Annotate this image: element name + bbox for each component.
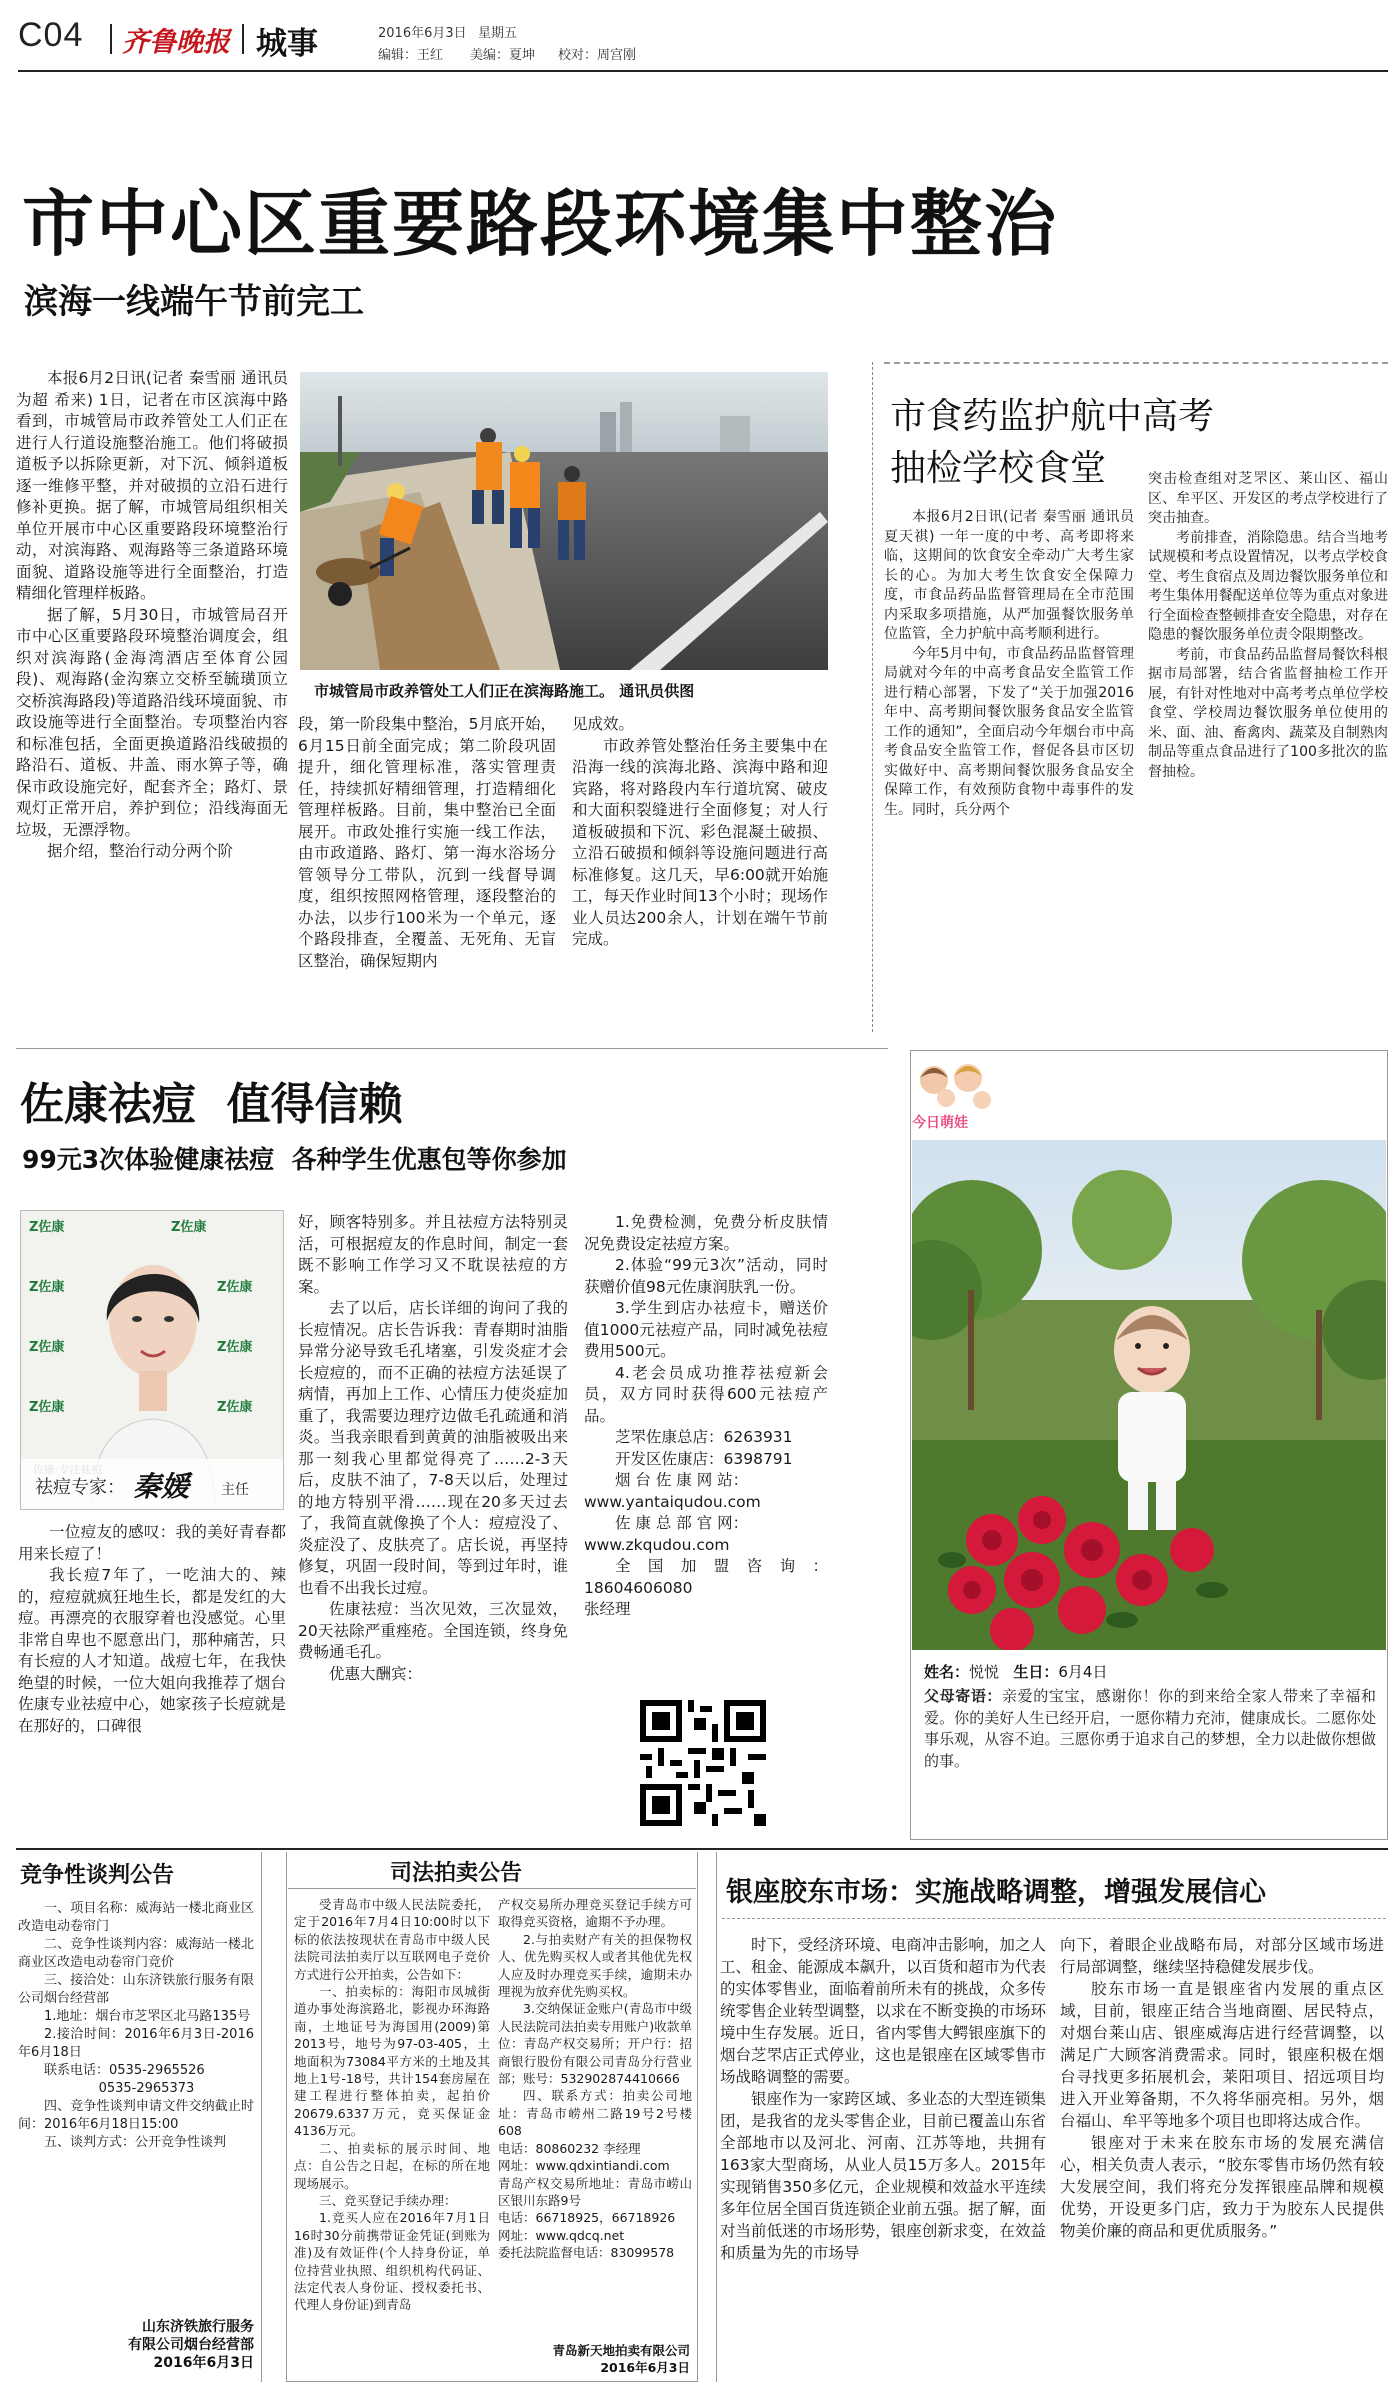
notice1-signature [18,2318,254,2372]
ad-paragraph: 去了以后，店长详细的询问了我的长痘情况。店长告诉我：青春期时油脂异常分泌导致毛孔堵塞，引发炎症才会长痘痘的，而不正确的祛痘方法延误了病情，再加上工作、心情压力使炎症加重了，我需要边理疗边做毛孔疏通和消炎。当我亲眼看到黄黄的油脂被吸出来那一刻我心里都觉得亮了……2-3天后，皮肤不油了，7-8天以后，处理过的地方特别平滑……现在20多天过去了，我简直就像换了个人：痘痘没了、炎症没了、皮肤亮了。店长说，再坚持修复，巩固一段时间，等到过年时，谁也看不出我长过痘。 [298,1299,568,1597]
baby-birth-label: 生日： [1013,1663,1059,1681]
notice2-paragraph: 3.交纳保证金账户(青岛市中级人民法院司法拍卖专用账户)收款单位：青岛产权交易所；开户行：招商银行股份有限公司青岛分行营业部；账号：532902874410666 [498,2001,692,2087]
baby-message [924,1686,1376,1772]
story2-paragraph: 今年5月中旬，市食品药品监督管理局就对今年的中高考食品安全监管工作进行精心部署，下发了“关于加强2016年中、高考期间餐饮服务食品安全监管工作的通知”，全面启动今年烟台市中高考食品安全监管工作，督促各县市区切实做好中、高考期间餐饮服务食品安全保障工作，有效预防食物中毒事件的发生。同时，兵分两个 [884,645,1134,818]
notice2-signature [498,2342,690,2376]
story2-paragraph: 突击检查组对芝罘区、莱山区、福山区、牟平区、开发区的考点学校进行了突击抽查。 [1148,471,1388,526]
ad-offer: 2.体验“99元3次”活动，同时获赠价值98元佐康润肤乳一份。 [584,1256,828,1296]
story1-paragraph: 据了解，5月30日，市城管局召开市中心区重要路段环境整治调度会，组织对滨海路(金海湾酒店至体育公园段)、观海路(金沟寨立交桥至毓璜顶立交桥滨海路段)等道路沿线环境面貌、市政设施等进行全面整治。专项整治内容和标准包括，全面更换道路沿线破损的路沿石、道板、井盖、雨水箅子等，确保市政设施完好，配套齐全；路灯、景观灯正常开启，养护到位；沿线海面无垃圾，无漂浮物。 [16,605,288,839]
construction-photo [300,372,828,670]
story2-headline: 市食药监护航中高考 [890,396,1215,437]
story3-paragraph: 向下，着眼企业战略布局，对部分区域市场进行局部调整，继续坚持稳健发展步伐。 [1060,1936,1384,1976]
baby-message-label: 父母寄语： [924,1687,1003,1705]
franchise-manager: 张经理 [584,1600,631,1618]
story3-column-1 [720,1934,1046,2378]
notice2-date: 2016年6月3日 [600,2360,690,2375]
paper-logo: 齐鲁晚报 [122,27,230,58]
story2-paragraph: 本报6月2日讯(记者 秦雪丽 通讯员 夏天祺) 一年一度的中考、高考即将来临，这期间的饮食安全牵动广大考生家长的心。为加大考生饮食安全保障力度，市食品药品监督管理局在全市范围内采取多项措施，从严加强餐饮服务单位监管，全力护航中高考顺利进行。 [884,509,1134,642]
notice1-signer: 有限公司烟台经营部 [128,2337,254,2353]
ad-paragraph: 优惠大酬宾： [329,1664,423,1683]
story3-headline-rule [722,1918,1386,1919]
notice2-contact: 委托法院监督电话：83099578 [498,2245,675,2261]
story2-top-rule [884,362,1388,364]
designer-credit: 美编：夏坤 [470,48,536,63]
baby-photo [912,1140,1386,1650]
ad-column-1 [18,1522,286,1827]
notice1-date: 2016年6月3日 [153,2355,254,2371]
baby-banner [912,1054,1002,1134]
ad-column-3 [584,1212,828,1682]
ad-offer: 4.老会员成功推荐祛痘新会员，双方同时获得600元祛痘产品。 [584,1363,828,1425]
franchise-hotline: 全国加盟咨询：18604606080 [584,1557,828,1597]
notice1-item: 一、项目名称：威海站一楼北商业区改造电动卷帘门 [18,1901,254,1934]
website-url: www.yantaiqudou.com [584,1492,761,1511]
story3-paragraph: 银座作为一家跨区域、多业态的大型连锁集团，是我省的龙头零售企业，目前已覆盖山东省全部地市以及河北、河南、江苏等地，共拥有163家大型商场，从业人员15万多人。2015年实现销售350多亿元，企业规模和效益水平连续多年位居全国百货连锁企业前五强。据了解，面对当前低迷的市场形势，银座创新求变，在效益和质量为先的市场导 [720,2090,1046,2262]
story1-paragraph: 段，第一阶段集中整治，5月底开始，6月15日前全面完成；第二阶段巩固提升，细化管理标准，落实管理责任，持续抓好精细管理，打造精细化管理样板路。目前，集中整治已全面展开。市政处推行实施一线工作法，由市政道路、路灯、第一海水浴场分管领导分工带队，沉到一线督导调度，组织按照网格管理，逐段整治的办法，以步行100米为一个单元，逐个路段排查，全覆盖、无死角、无盲区整治，确保短期内 [298,715,556,970]
notice1-title: 竞争性谈判公告 [20,1863,175,1888]
story1-paragraph: 市政养管处整治任务主要集中在沿海一线的滨海北路、滨海中路和迎宾路，将对路段内车行道坑窝、破皮和大面积裂缝进行全面修复；对人行道板破损和下沉、彩色混凝土破损、立沿石破损和倾斜等设施问题进行高标准修复。这几天，早6:00就开始施工，每天作业时间13个小时；现场作业人员达200余人，计划在端午节前完成。 [572,736,828,948]
expert-label: 祛痘专家： [35,1477,125,1498]
story3-paragraph: 银座对于未来在胶东市场的发展充满信心，相关负责人表示，“胶东零售市场仍然有较大发展空间，我们将充分发挥银座品牌和规模优势，开设更多门店，致力于为胶东人民提供物美价廉的商品和更优质服务。” [1060,2134,1384,2240]
story3-paragraph: 时下，受经济环境、电商冲击影响，加之人工、租金、能源成本飙升，以百货和超市为代表的实体零售业，面临着前所未有的挑战，众多传统零售企业转型调整，以求在不断变换的市场环境中生存发展。近日，省内零售大鳄银座旗下的烟台芝罘店正式停业，这也是银座在区域零售市场战略调整的需要。 [720,1936,1046,2086]
notice1-item: 2.接洽时间：2016年6月3日-2016年6月18日 [18,2027,254,2060]
story1-lead: 本报6月2日讯(记者 秦雪丽 通讯员 为超 希来) 1日，记者在市区滨海中路看到，市城管局市政养管处工人们正在进行人行道设施整治施工。他们将破损道板予以拆除更新，对下沉、倾斜道板逐一维修平整，并对破损的立沿石进行修补更换。据了解，市城管局组织相关单位开展市中心区重要路段环境整治行动，对滨海路、观海路等三条道路环境面貌、道路设施等进行全面整治，打造精细化管理样板路。 [16,369,288,602]
notice2-column-2 [498,1896,692,2340]
expert-photo [20,1210,284,1510]
masthead-rule [18,70,1388,72]
ad-paragraph: 一位痘友的感叹：我的美好青春都用来长痘了！ [18,1523,286,1563]
issue-date: 2016年6月3日 [378,26,467,41]
story2-column-2 [1148,470,1388,1026]
ad-headline: 佐康祛痘 值得信赖 [20,1079,403,1130]
page-number: C04 [18,16,84,54]
proof-credit: 校对：周宫刚 [558,48,637,63]
ad-paragraph: 佐康祛痘：当次见效，三次显效，20天祛除严重痤疮。全国连锁，终身免费畅通毛孔。 [298,1600,568,1661]
notice1-item: 三、接洽处：山东济铁旅行服务有限公司烟台经营部 [18,1973,254,2006]
website-label: 烟 台 佐 康 网 站： [615,1471,749,1489]
ad-paragraph: 好，顾客特别多。并且祛痘方法特别灵活，可根据痘友的作息时间，制定一套既不影响工作学习又不耽误祛痘的方案。 [298,1213,568,1296]
baby-banner-label: 今日萌娃 [912,1115,968,1131]
notice2-paragraph: 一、拍卖标的：海阳市凤城街道办事处海滨路北，影视办环海路南，土地证号为海国用(2009)第2013号，地号为97-03-405，土地面积为73084平方米的土地及其地上1号-18号，共计154套房屋在建工程进行整体拍卖，起拍价20679.6337万元，竞买保证金4136万元。 [294,1984,490,2139]
masthead [18,14,1388,66]
notice2-title: 司法拍卖公告 [390,1861,523,1886]
section-name: 城事 [256,26,318,62]
notice1-item: 1.地址：烟台市芝罘区北马路135号 [44,2009,251,2024]
website-label: 佐 康 总 部 官 网： [615,1514,749,1532]
notice1-body [18,1900,254,2280]
notice2-paragraph: 1.竞买人应在2016年7月1日16时30分前携带证金凭证(到账为准)及有效证件(个人持身份证，单位持营业执照、组织机构代码证、法定代表人身份证、授权委托书、代理人身份证)到青岛 [294,2210,490,2313]
story3-column-2 [1060,1934,1384,2378]
baby-info [924,1662,1374,1683]
svg-text:Z佐康: Z佐康 [217,1280,253,1295]
notice1-signer: 山东济铁旅行服务 [142,2319,254,2335]
main-headline: 市中心区重要路段环境集中整治 [22,182,1059,266]
ad-offer: 1.免费检测，免费分析皮肤情况免费设定祛痘方案。 [584,1213,828,1253]
story1-paragraph: 据介绍，整治行动分两个阶 [47,842,234,860]
website-url: www.zkqudou.com [584,1535,730,1554]
qr-code [640,1700,766,1826]
story2-paragraph: 考前排查，消除隐患。结合当地考试规模和考点设置情况，以考点学校食堂、考生食宿点及周边餐饮服务单位和考生集体用餐配送单位等为重点对象进行全面检查整顿排查安全隐患，对存在隐患的餐饮服务单位责令限期整改。 [1148,529,1388,643]
main-subhead: 滨海一线端午节前完工 [24,282,364,322]
notice1-item: 0535-2965373 [98,2081,195,2096]
ad-column-2 [298,1212,568,1826]
baby-name: 悦悦 [969,1663,1000,1681]
notice2-contact: 网址：www.qdcq.net [498,2227,625,2243]
notice2-column-1 [294,1896,490,2376]
notice2-title-rule [288,1888,696,1889]
bottom-rule [16,1848,1388,1850]
notice1-item: 联系电话：0535-2965526 [44,2063,205,2078]
story3-paragraph: 胶东市场一直是银座省内发展的重点区域，目前，银座正结合当地商圈、居民特点，对烟台莱山店、银座威海店进行经营调整，以满足广大顾客消费需求。同时，银座积极在烟台寻找更多拓展机会，莱阳项目、招远项目均进入开业筹备期，不久将华丽亮相。另外，烟台福山、牟平等地多个项目也即将达成合作。 [1060,1980,1384,2130]
notice2-contact: 电话：66718925，66718926 [498,2210,676,2226]
notice1-item: 四、竞争性谈判申请文件交纳截止时间：2016年6月18日15:00 [18,2099,254,2132]
notice2-signer: 青岛新天地拍卖有限公司 [552,2343,690,2358]
notice2-paragraph: 三、竞买登记手续办理： [319,2192,457,2208]
column-divider [872,362,873,1032]
notice2-paragraph: 二、拍卖标的展示时间、地点：自公告之日起，在标的所在地现场展示。 [294,2140,490,2191]
notice2-contact: 青岛产权交易所地址：青岛市崂山区银川东路9号 [498,2175,692,2208]
baby-message-text: 亲爱的宝宝，感谢你！你的到来给全家人带来了幸福和爱。你的美好人生已经开启，一愿你精力充沛，健康成长。二愿你处事乐观，从容不迫。三愿你勇于追求自己的梦想，全力以赴做你想做的事。 [924,1687,1376,1770]
story2-column-1 [884,508,1134,1028]
photo-caption: 市城管局市政养管处工人们正在滨海路施工。 通讯员供图 [314,682,695,700]
notice2-paragraph: 2.与拍卖财产有关的担保物权人、优先购买权人或者其他优先权人应及时办理竞买手续，逾期未办理视为放弃优先购买权。 [498,1931,692,2000]
notice1-item: 五、谈判方式：公开竞争性谈判 [44,2135,227,2150]
svg-text:Z佐康: Z佐康 [171,1220,207,1235]
notice2-contact: 网址：www.qdxintiandi.com [498,2158,670,2174]
ad-paragraph: 我长痘7年了，一吃油大的、辣的，痘痘就疯狂地生长，都是发红的大痘。再漂亮的衣服穿着也没感觉。心里非常自卑也不愿意出门，那种痛苦，只有长痘的人才知道。战痘七年，在我快绝望的时候，一位大姐向我推荐了烟台佐康专业祛痘中心，她家孩子长痘就是在那好的，口碑很 [18,1566,286,1735]
expert-name: 秦媛 [133,1470,190,1503]
notice2-paragraph: 四、联系方式：拍卖公司地址：青岛市崂州二路19号2号楼608 [498,2088,692,2139]
notice2-paragraph: 产权交易所办理竞买登记手续方可取得竞买资格，逾期不予办理。 [498,1897,692,1930]
shop-phone: 芝罘佐康总店：6263931 [615,1428,793,1446]
expert-title: 主任 [221,1482,249,1498]
baby-birth: 6月4日 [1058,1663,1108,1681]
svg-text:Z佐康: Z佐康 [29,1340,65,1355]
story1-paragraph: 见成效。 [572,715,635,733]
story2-headline-line2: 抽检学校食堂 [890,448,1107,489]
notice2-contact: 电话：80860232 李经理 [498,2140,641,2156]
masthead-divider [110,24,112,54]
svg-text:Z佐康: Z佐康 [29,1220,65,1235]
svg-text:Z佐康: Z佐康 [217,1340,253,1355]
masthead-divider [242,24,244,54]
notice1-item: 二、竞争性谈判内容：威海站一楼北商业区改造电动卷帘门竞价 [18,1937,254,1970]
notice2-paragraph: 受青岛市中级人民法院委托，定于2016年7月4日10:00时以下标的依法按现状在青岛市中级人民法院司法拍卖厅以互联网电子竞价方式进行公开拍卖，公告如下： [294,1897,490,1982]
svg-text:Z佐康: Z佐康 [29,1400,65,1415]
editor-credit: 编辑：王红 [378,48,444,63]
baby-name-label: 姓名： [924,1663,970,1681]
issue-weekday: 星期五 [478,26,518,41]
ad-subhead: 99元3次体验健康祛痘 各种学生优惠包等你参加 [22,1145,567,1174]
story2-paragraph: 考前，市食品药品监督局餐饮科根据市局部署，结合省监督抽检工作开展，有针对性地对中高考考点单位学校食堂、学校周边餐饮服务单位使用的米、面、油、畜禽肉、蔬菜及自制熟肉制品等重点食品进行了100多批次的监督抽检。 [1148,646,1388,780]
ad-offer: 3.学生到店办祛痘卡，赠送价值1000元祛痘产品，同时减免祛痘费用500元。 [584,1299,828,1360]
shop-phone: 开发区佐康店：6398791 [615,1449,793,1468]
section-rule [16,1048,888,1049]
svg-text:Z佐康: Z佐康 [217,1400,253,1415]
story3-headline: 银座胶东市场：实施战略调整，增强发展信心 [726,1877,1266,1908]
svg-text:Z佐康: Z佐康 [29,1280,65,1295]
